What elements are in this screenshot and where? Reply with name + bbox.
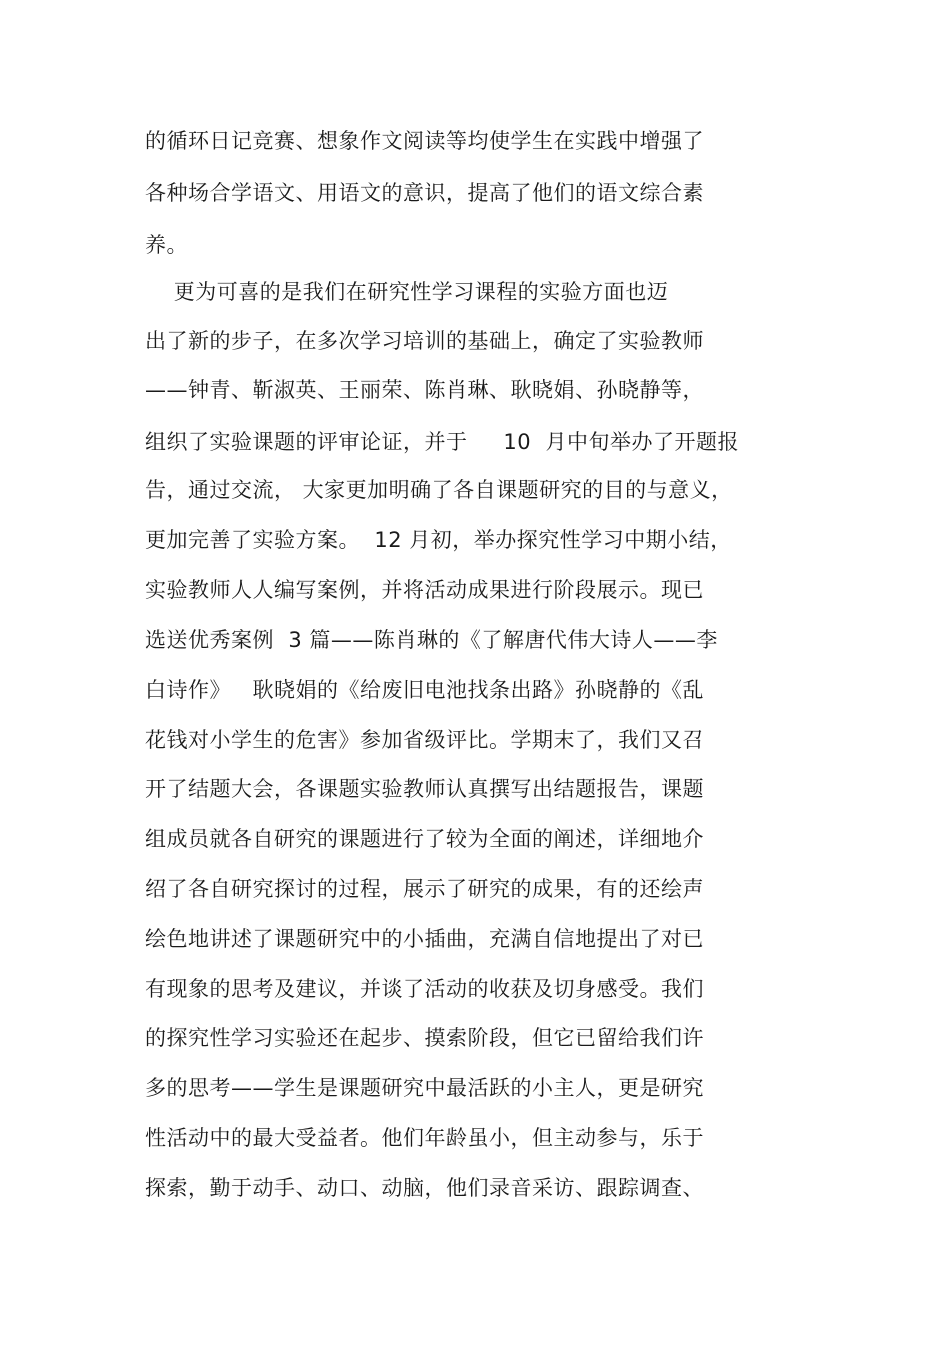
- text-line: 花钱对小学生的危害》参加省级评比。学期末了，我们又召: [145, 728, 704, 752]
- text-line: 多的思考——学生是课题研究中最活跃的小主人，更是研究: [145, 1076, 704, 1100]
- text-line: 绍了各自研究探讨的过程，展示了研究的成果，有的还绘声: [145, 877, 704, 901]
- text-line: 性活动中的最大受益者。他们年龄虽小，但主动参与，乐于: [145, 1126, 704, 1150]
- text-line: 更为可喜的是我们在研究性学习课程的实验方面也迈: [145, 280, 669, 304]
- text-line: 探索，勤于动手、动口、动脑，他们录音采访、跟踪调查、: [145, 1176, 704, 1200]
- text-line: 告，通过交流， 大家更加明确了各自课题研究的目的与意义，: [145, 478, 733, 502]
- text-line: 开了结题大会，各课题实验教师认真撰写出结题报告，课题: [145, 777, 704, 801]
- text-line: 的循环日记竞赛、想象作文阅读等均使学生在实践中增强了: [145, 129, 704, 153]
- text-line: ——钟青、靳淑英、王丽荣、陈肖琳、耿晓娟、孙晓静等，: [145, 378, 704, 402]
- text-line: 养。: [145, 233, 188, 257]
- text-line: 组成员就各自研究的课题进行了较为全面的阐述，详细地介: [145, 827, 704, 851]
- text-line: 组织了实验课题的评审论证，并于 10 月中旬举办了开题报: [145, 430, 739, 454]
- text-line: 绘色地讲述了课题研究中的小插曲，充满自信地提出了对已: [145, 927, 704, 951]
- text-line: 的探究性学习实验还在起步、摸索阶段，但它已留给我们许: [145, 1026, 704, 1050]
- text-line: 出了新的步子，在多次学习培训的基础上，确定了实验教师: [145, 329, 704, 353]
- text-line: 有现象的思考及建议，并谈了活动的收获及切身感受。我们: [145, 977, 704, 1001]
- text-line: 选送优秀案例 3 篇——陈肖琳的《了解唐代伟大诗人——李: [145, 628, 718, 652]
- text-line: 各种场合学语文、用语文的意识，提高了他们的语文综合素: [145, 181, 704, 205]
- text-line: 更加完善了实验方案。 12 月初，举办探究性学习中期小结，: [145, 528, 732, 552]
- text-line: 白诗作》 耿晓娟的《给废旧电池找条出路》孙晓静的《乱: [145, 678, 705, 702]
- text-line: 实验教师人人编写案例，并将活动成果进行阶段展示。现已: [145, 578, 704, 602]
